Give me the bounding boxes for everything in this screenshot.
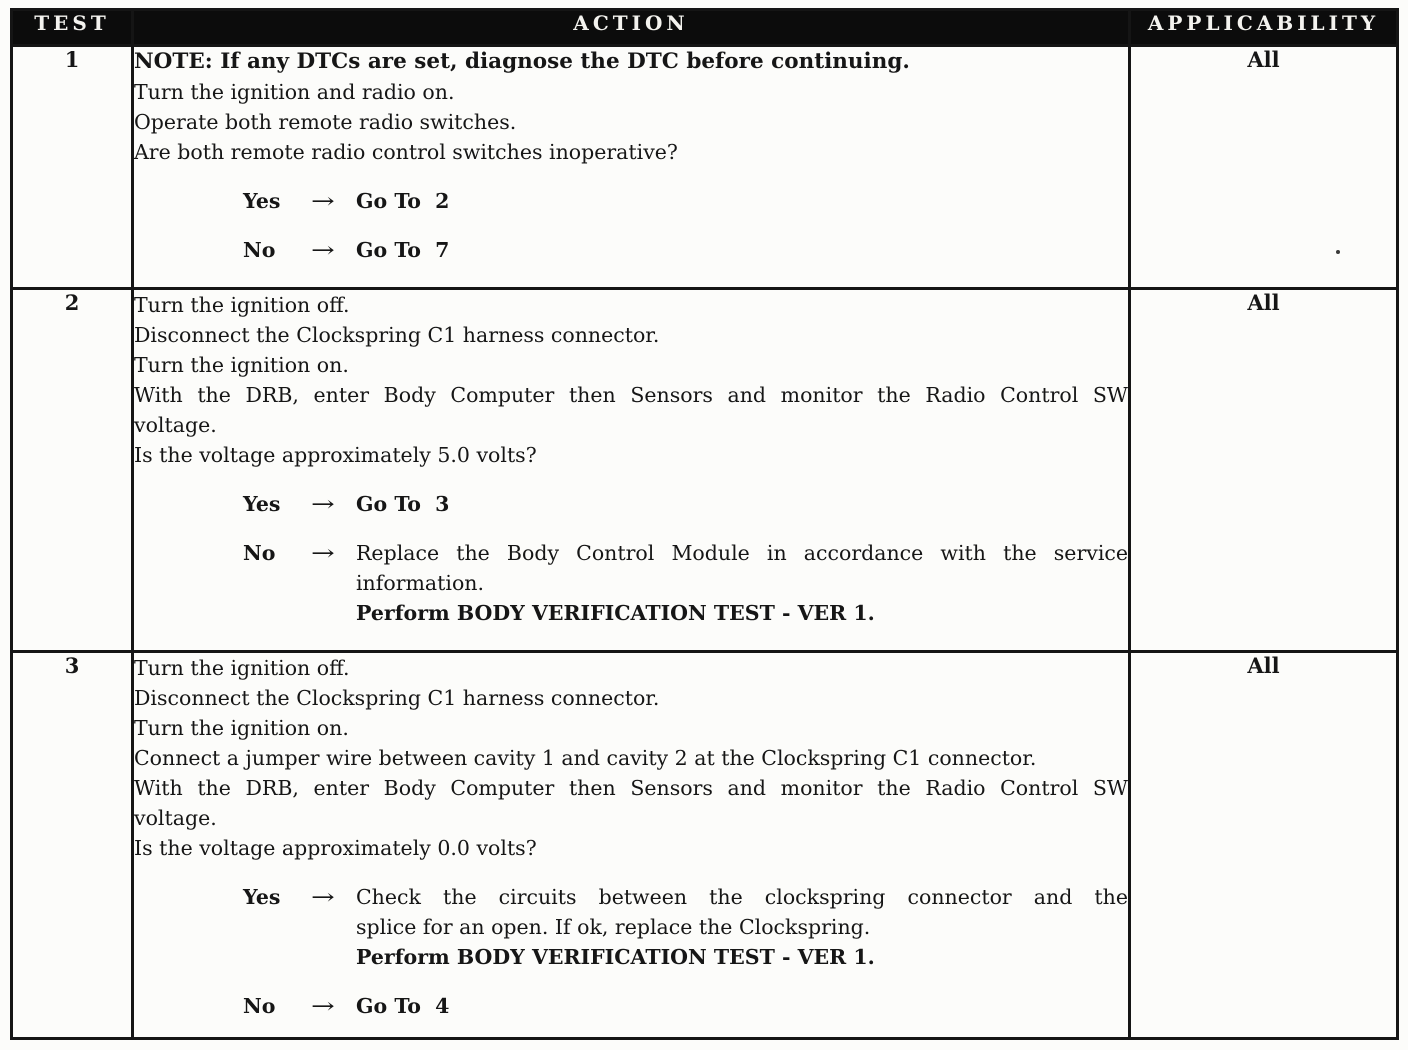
applicability-value: All [1130,289,1398,652]
result-line: Replace the Body Control Module in accordance with the service [356,541,1128,565]
step-line: voltage. [134,413,217,437]
verification-result-line: Perform BODY VERIFICATION TEST - VER 1. [356,945,875,969]
decision-row-no [243,991,1128,1021]
test-row-2 [12,289,1398,652]
action-cell [133,652,1130,1039]
decision-results [356,235,1128,265]
decision-results [356,538,1128,628]
decision-results [356,991,1128,1021]
step-line: Connect a jumper wire between cavity 1 and cavity 2 at the Clockspring C1 connector. [134,746,1037,770]
arrow-right-icon: → [311,492,335,516]
decision-label: No [243,238,276,262]
test-number: 3 [12,652,133,1039]
goto-result: Go To 3 [356,492,450,516]
step-line: Operate both remote radio switches. [134,110,517,134]
arrow-right-icon: → [311,238,335,262]
step-line: With the DRB, enter Body Computer then Sensors and monitor the Radio Control SW [134,383,1128,407]
decision-label: No [243,994,276,1018]
scan-artifact-dot [1336,250,1340,254]
verification-result-line: Perform BODY VERIFICATION TEST - VER 1. [356,601,875,625]
arrow-right-icon: → [311,885,335,909]
decision-row-yes [243,489,1128,519]
step-line: Turn the ignition on. [134,716,349,740]
step-line: Is the voltage approximately 0.0 volts? [134,836,537,860]
action-cell [133,289,1130,652]
decision-label: Yes [243,189,281,213]
test-number: 1 [12,46,133,289]
step-line: With the DRB, enter Body Computer then Sensors and monitor the Radio Control SW [134,776,1128,800]
decision-label: Yes [243,492,281,516]
diagnostic-test-table [10,8,1399,1040]
step-line: Disconnect the Clockspring C1 harness connector. [134,686,660,710]
decision-row-no [243,538,1128,628]
arrow-right-icon: → [311,541,335,565]
applicability-value: All [1130,46,1398,289]
decision-label: Yes [243,885,281,909]
test-row-1 [12,46,1398,289]
test-number: 2 [12,289,133,652]
step-line: Turn the ignition and radio on. [134,80,455,104]
goto-result: Go To 7 [356,238,450,262]
step-line: Is the voltage approximately 5.0 volts? [134,443,537,467]
step-line: Turn the ignition off. [134,656,350,680]
decision-results [356,186,1128,216]
applicability-value: All [1130,652,1398,1039]
decision-row-no [243,235,1128,265]
result-line: information. [356,571,485,595]
goto-result: Go To 4 [356,994,450,1018]
step-line: Turn the ignition off. [134,293,350,317]
result-line: Check the circuits between the clockspring connector and the [356,885,1128,909]
goto-result: Go To 2 [356,189,450,213]
action-cell [133,46,1130,289]
decision-results [356,489,1128,519]
step-line: Are both remote radio control switches inoperative? [134,140,678,164]
header-test: TEST [12,10,133,46]
test-row-3 [12,652,1398,1039]
decision-row-yes [243,186,1128,216]
step-line: Disconnect the Clockspring C1 harness connector. [134,323,660,347]
step-line: Turn the ignition on. [134,353,349,377]
table-header-row [12,10,1398,46]
header-action: ACTION [133,10,1130,46]
arrow-right-icon: → [311,994,335,1018]
decision-label: No [243,541,276,565]
decision-row-yes [243,882,1128,972]
arrow-right-icon: → [311,189,335,213]
step-line: voltage. [134,806,217,830]
note-line: NOTE: If any DTCs are set, diagnose the DTC before continuing. [134,49,910,74]
header-applicability: APPLICABILITY [1130,10,1398,46]
result-line: splice for an open. If ok, replace the Clockspring. [356,915,871,939]
decision-results [356,882,1128,972]
